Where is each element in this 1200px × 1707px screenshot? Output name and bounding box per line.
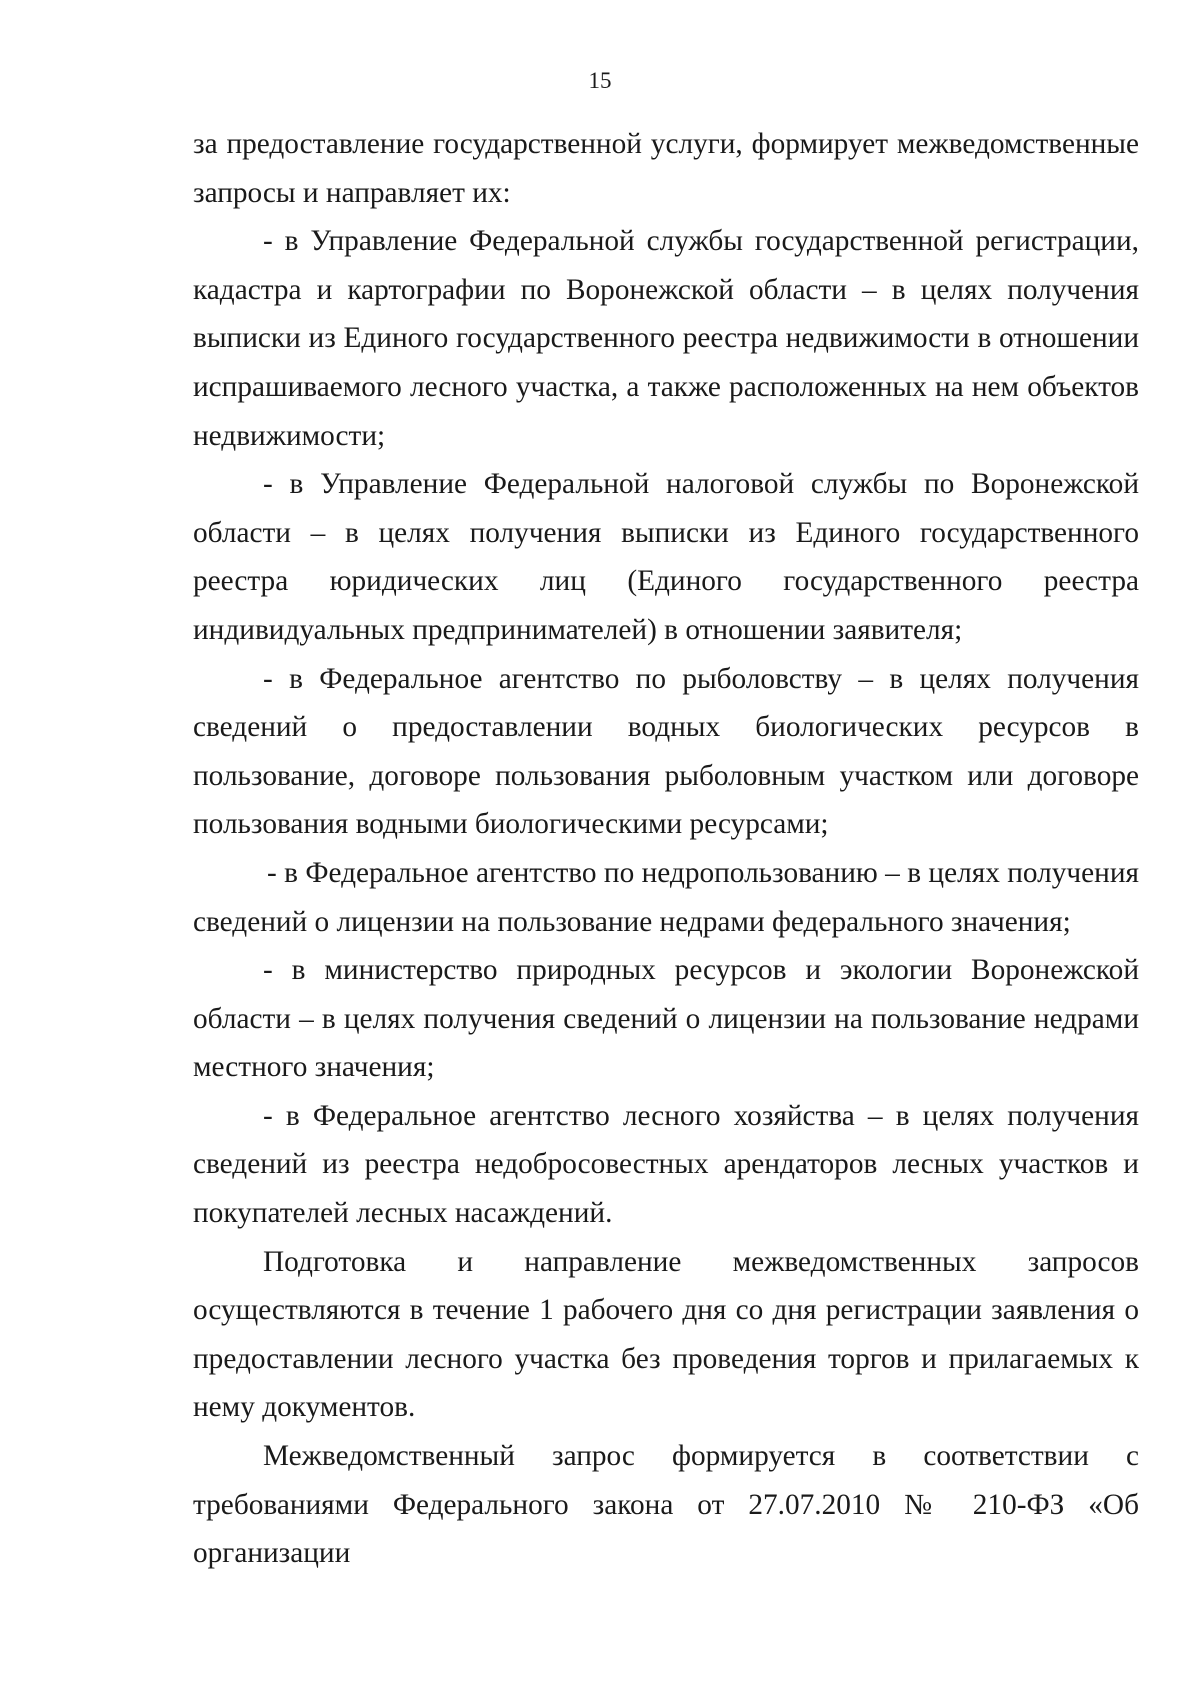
paragraph-request-natural-resources-ministry: - в министерство природных ресурсов и экологии Воронежской области – в целях получения сведений о лицензии на пользование недрами местного значения; (193, 954, 1139, 1084)
paragraph-request-fishery-agency: - в Федеральное агентство по рыболовству – в целях получения сведений о предоставлении водных биологических ресурсов в пользование, договоре пользования рыболовным участком или договоре пользования водными биологическими ресурсами; (193, 662, 1139, 841)
document-body (193, 120, 1139, 1578)
paragraph-preparation-timing: Подготовка и направление межведомственных запросов осуществляются в течение 1 рабочего дня со дня регистрации заявления о предоставлении лесного участка без проведения торгов и прилагаемых к нему документов. (193, 1245, 1139, 1424)
paragraph-request-forestry-agency: - в Федеральное агентство лесного хозяйства – в целях получения сведений из реестра недобросовестных арендаторов лесных участков и покупателей лесных насаждений. (193, 1099, 1139, 1230)
paragraph-request-subsoil-agency: - в Федеральное агентство по недропользованию – в целях получения сведений о лицензии на пользование недрами федерального значения; (193, 856, 1139, 938)
paragraph-continuation: за предоставление государственной услуги, формирует межведомственные запросы и направляет их: (193, 128, 1139, 209)
page-number: 15 (588, 68, 612, 93)
paragraph-request-tax-service: - в Управление Федеральной налоговой службы по Воронежской области – в целях получения выписки из Единого государственного реестра юридических лиц (Единого государственного реестра индивидуальных предпринимателей) в отношении заявителя; (193, 468, 1139, 646)
paragraph-request-rosreestr: - в Управление Федеральной службы государственной регистрации, кадастра и картографии по Воронежской области – в целях получения выписки из Единого государственного реестра недвижимости в отношении испрашиваемого лесного участка, а также расположенных на нем объектов недвижимости; (193, 225, 1139, 452)
paragraph-request-requirements: Межведомственный запрос формируется в соответствии с требованиями Федерального закона от 27.07.2010 № 210-ФЗ «Об организации (193, 1440, 1139, 1570)
